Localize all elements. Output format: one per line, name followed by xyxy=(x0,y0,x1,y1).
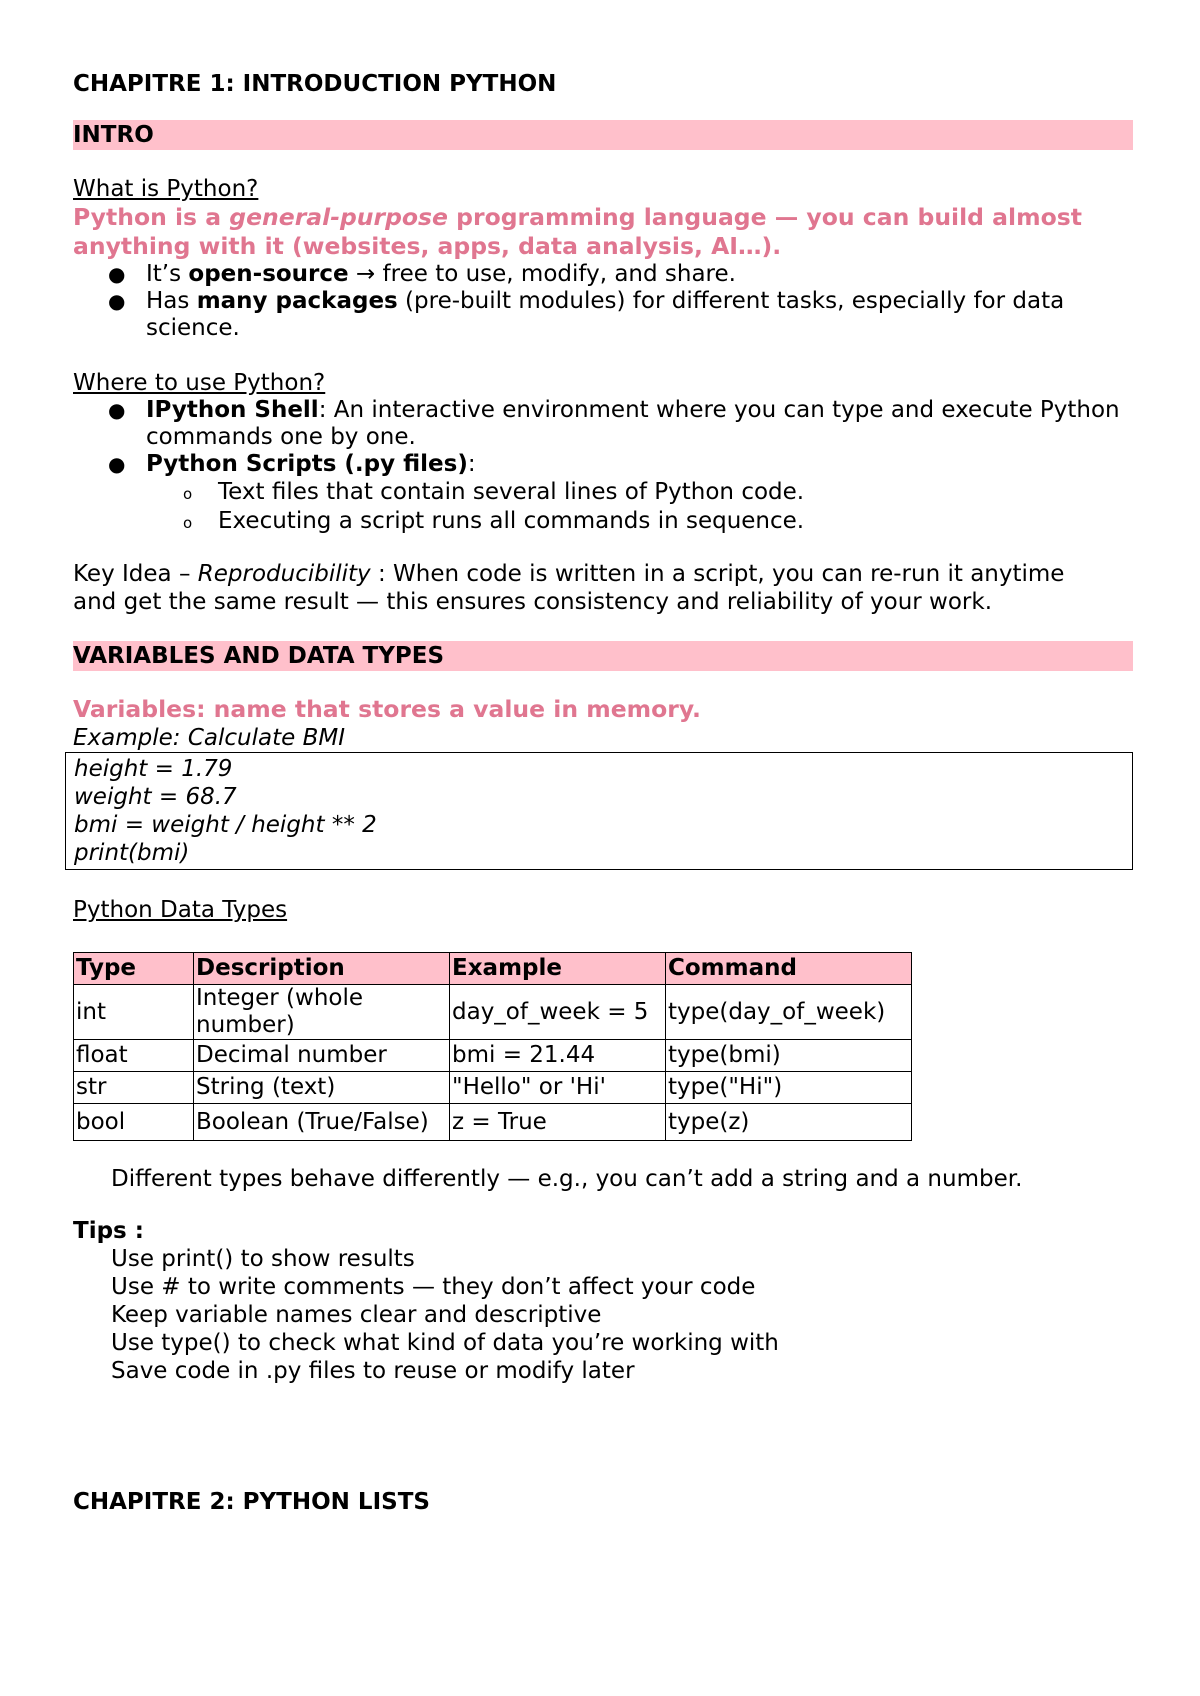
sublist-item xyxy=(73,478,1133,507)
table-cell: String (text) xyxy=(194,1072,450,1104)
circle-bullet-icon: o xyxy=(183,485,193,503)
list-item: Keep variable names clear and descriptive xyxy=(111,1302,602,1328)
code-example-box xyxy=(65,752,1133,870)
table-cell: type("Hi") xyxy=(666,1072,912,1104)
table-cell: day_of_week = 5 xyxy=(450,985,666,1040)
key-idea-label: Key Idea – xyxy=(73,561,198,587)
table-cell: float xyxy=(74,1040,194,1072)
table-cell: bool xyxy=(74,1104,194,1141)
feature-text-end: (pre-built modules) for different tasks, especially for data science. xyxy=(146,288,1065,341)
table-cell: Decimal number xyxy=(194,1040,450,1072)
column-header: Example xyxy=(450,953,666,985)
usage-strong: Python Scripts (.py files) xyxy=(146,451,468,477)
table-header-row xyxy=(74,953,912,985)
where-to-use-heading: Where to use Python? xyxy=(73,370,326,396)
definition-part-a: Python is a xyxy=(73,203,230,231)
list-item xyxy=(73,397,1133,451)
table-row xyxy=(74,985,912,1040)
python-features-list xyxy=(73,261,1133,342)
python-definition xyxy=(73,203,1133,261)
list-item xyxy=(73,288,1133,342)
code-line: weight = 68.7 xyxy=(74,784,237,810)
table-cell: str xyxy=(74,1072,194,1104)
table-cell: int xyxy=(74,985,194,1040)
usage-text: : An interactive environment where you can type and execute Python commands one by one. xyxy=(146,397,1120,450)
chapter-1-title: CHAPITRE 1: INTRODUCTION PYTHON xyxy=(73,71,557,97)
variables-section-band: VARIABLES AND DATA TYPES xyxy=(73,641,1133,671)
what-is-python-heading: What is Python? xyxy=(73,176,259,202)
bullet-icon: ● xyxy=(108,262,126,286)
list-item: Save code in .py files to reuse or modify later xyxy=(111,1358,635,1384)
table-cell: Boolean (True/False) xyxy=(194,1104,450,1141)
bullet-icon: ● xyxy=(108,452,126,476)
tips-label: Tips : xyxy=(73,1218,144,1244)
python-usage-list xyxy=(73,397,1133,536)
circle-bullet-icon: o xyxy=(183,514,193,532)
bullet-icon: ● xyxy=(108,398,126,422)
bullet-icon: ● xyxy=(108,289,126,313)
table-cell: type(z) xyxy=(666,1104,912,1141)
table-cell: Integer (whole number) xyxy=(194,985,450,1040)
variables-definition: Variables: name that stores a value in memory. xyxy=(73,695,701,723)
key-idea-line-2: and get the same result — this ensures consistency and reliability of your work. xyxy=(73,589,993,615)
tips-list xyxy=(73,1245,1133,1385)
feature-strong: many packages xyxy=(196,288,398,314)
list-item: Use # to write comments — they don’t affect your code xyxy=(111,1274,756,1300)
list-item xyxy=(73,451,1133,536)
document-page xyxy=(73,70,1133,1516)
column-header: Description xyxy=(194,953,450,985)
example-label: Example: Calculate BMI xyxy=(73,725,345,751)
list-item: Use print() to show results xyxy=(111,1246,415,1272)
code-line: height = 1.79 xyxy=(74,756,233,782)
sublist-text: Text files that contain several lines of Python code. xyxy=(218,479,805,505)
types-note: Different types behave differently — e.g., you can’t add a string and a number. xyxy=(111,1166,1023,1192)
key-idea-line-1 xyxy=(73,560,1133,588)
feature-strong: open-source xyxy=(188,261,349,287)
feature-text-end: → free to use, modify, and share. xyxy=(348,261,736,287)
code-line: bmi = weight / height ** 2 xyxy=(74,812,377,838)
usage-text: : xyxy=(467,451,476,477)
feature-text: Has xyxy=(146,288,197,314)
key-idea-text: : When code is written in a script, you can re-run it anytime xyxy=(370,561,1065,587)
intro-section-band: INTRO xyxy=(73,120,1133,150)
feature-text: It’s xyxy=(146,261,189,287)
table-cell: "Hello" or 'Hi' xyxy=(450,1072,666,1104)
table-cell: bmi = 21.44 xyxy=(450,1040,666,1072)
code-line: print(bmi) xyxy=(74,840,190,866)
key-idea-emphasis: Reproducibility xyxy=(197,561,371,587)
chapter-2-title: CHAPITRE 2: PYTHON LISTS xyxy=(73,1489,430,1515)
list-item: Use type() to check what kind of data you’re working with xyxy=(111,1330,779,1356)
table-row xyxy=(74,1040,912,1072)
column-header: Command xyxy=(666,953,912,985)
data-types-heading: Python Data Types xyxy=(73,897,288,923)
definition-part-b: programming language — you can build almost anything with it (websites, apps, data analysis, AI…). xyxy=(73,203,1082,260)
sublist-text: Executing a script runs all commands in sequence. xyxy=(218,508,805,534)
sublist-item xyxy=(73,507,1133,536)
table-cell: type(day_of_week) xyxy=(666,985,912,1040)
table-cell: type(bmi) xyxy=(666,1040,912,1072)
data-types-table xyxy=(73,952,912,1141)
table-cell: z = True xyxy=(450,1104,666,1141)
table-row xyxy=(74,1104,912,1141)
scripts-sublist xyxy=(73,478,1133,536)
column-header: Type xyxy=(74,953,194,985)
list-item xyxy=(73,261,1133,288)
definition-emphasis: general-purpose xyxy=(229,203,448,231)
usage-strong: IPython Shell xyxy=(146,397,319,423)
table-row xyxy=(74,1072,912,1104)
